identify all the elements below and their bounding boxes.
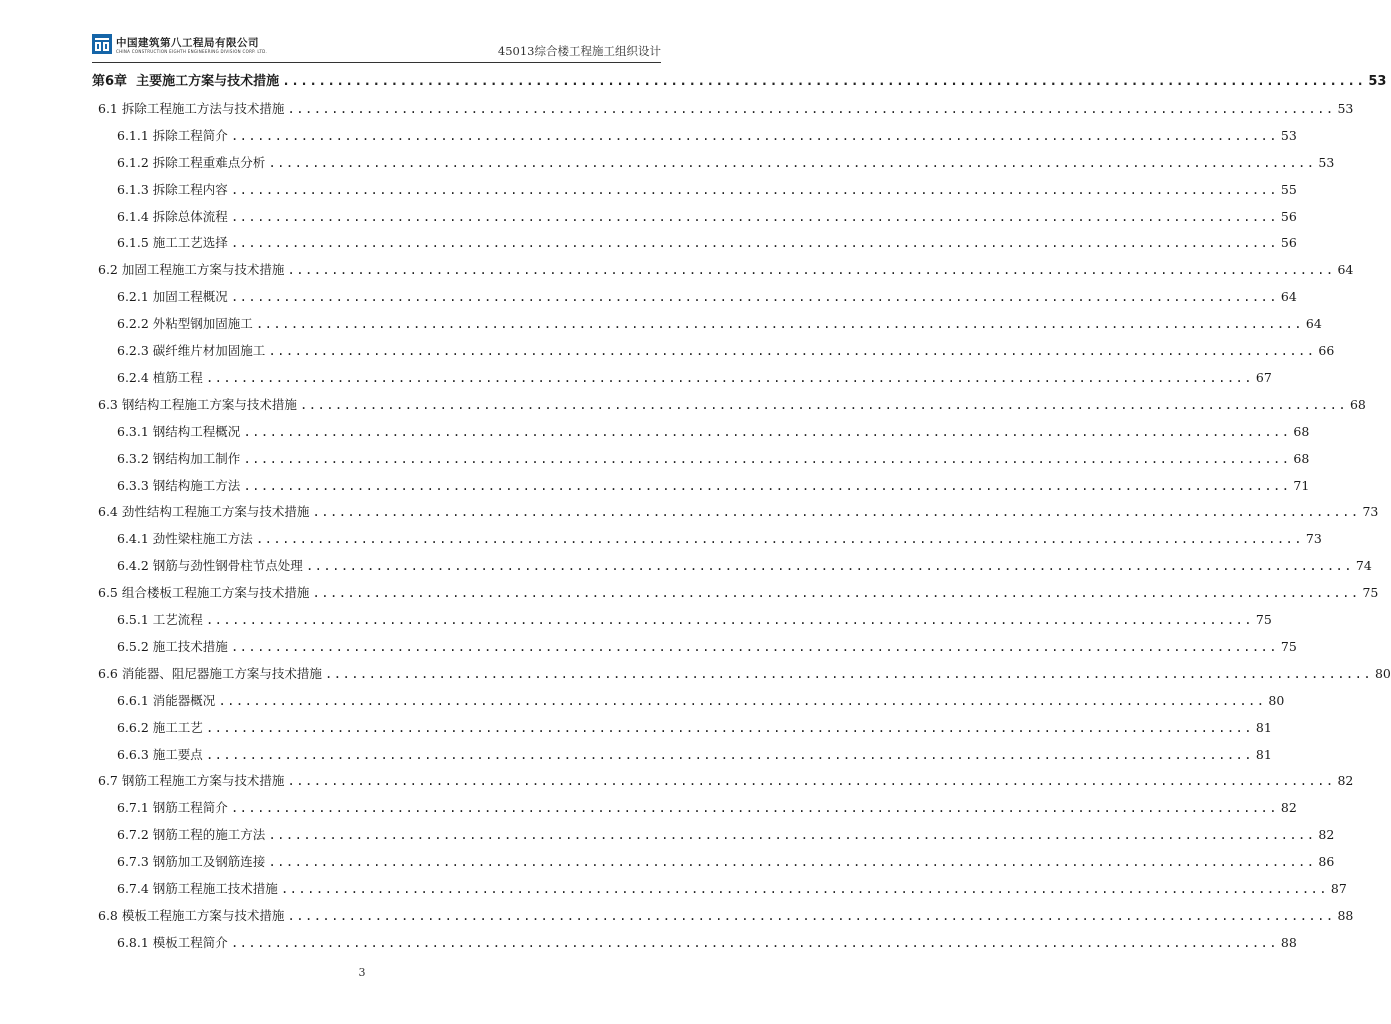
page-header [92, 32, 661, 62]
toc-entry-title: 加固工程概况 [152, 289, 228, 304]
toc-entry-page: 66 [1318, 343, 1335, 358]
toc-chapter-entry[interactable] [92, 72, 1387, 92]
toc-dot-leader: ........................................................................................................................ [230, 182, 1278, 197]
toc-entry-title: 施工工艺 [152, 720, 203, 735]
toc-subsection-entry[interactable] [117, 449, 1310, 469]
toc-entry-number: 6.2.4 [117, 370, 149, 385]
toc-entry-page: 53 [1337, 101, 1354, 116]
toc-entry-number: 6.1.1 [117, 128, 149, 143]
toc-subsection-entry[interactable] [117, 879, 1347, 899]
toc-dot-leader: ........................................................................................................................ [282, 74, 1366, 89]
toc-entry-page: 88 [1280, 935, 1297, 950]
company-name-en: CHINA CONSTRUCTION EIGHTH ENGINEERING DIVISION CORP. LTD. [116, 49, 268, 54]
toc-entry-page: 53 [1368, 74, 1387, 89]
toc-entry-number: 6.2.2 [117, 316, 149, 331]
toc-entry-title: 钢筋工程简介 [152, 800, 228, 815]
toc-entry-page: 68 [1349, 397, 1366, 412]
toc-entry-title: 钢筋工程施工方案与技术措施 [121, 773, 285, 788]
toc-entry-title: 钢筋与劲性钢骨柱节点处理 [152, 558, 303, 573]
toc-entry-page: 75 [1280, 639, 1297, 654]
toc-entry-number: 6.3 [98, 397, 118, 412]
toc-dot-leader: ........................................................................................................................ [243, 451, 1291, 466]
toc-entry-number: 6.3.1 [117, 424, 149, 439]
toc-entry-number: 6.4 [98, 504, 118, 519]
toc-dot-leader: ........................................................................................................................ [230, 289, 1278, 304]
toc-entry-number: 6.6 [98, 666, 118, 681]
toc-entry-number: 6.7.3 [117, 854, 149, 869]
toc-entry-page: 56 [1280, 209, 1297, 224]
toc-dot-leader: ........................................................................................................................ [287, 908, 1335, 923]
toc-subsection-entry[interactable] [117, 153, 1335, 173]
toc-entry-page: 82 [1318, 827, 1335, 842]
toc-dot-leader: ........................................................................................................................ [312, 585, 1360, 600]
toc-entry-page: 75 [1255, 612, 1272, 627]
toc-entry-number: 6.3.3 [117, 478, 149, 493]
toc-subsection-entry[interactable] [117, 745, 1272, 765]
toc-entry-page: 81 [1255, 747, 1272, 762]
toc-entry-title: 劲性梁柱施工方法 [152, 531, 253, 546]
toc-subsection-entry[interactable] [117, 207, 1297, 227]
toc-entry-title: 加固工程施工方案与技术措施 [121, 262, 285, 277]
toc-entry-number: 6.7.4 [117, 881, 149, 896]
toc-entry-number: 6.1.5 [117, 235, 149, 250]
toc-dot-leader: ........................................................................................................................ [268, 155, 1316, 170]
toc-dot-leader: ........................................................................................................................ [287, 101, 1335, 116]
toc-dot-leader: ........................................................................................................................ [218, 693, 1266, 708]
toc-entry-title: 拆除工程内容 [152, 182, 228, 197]
toc-subsection-entry[interactable] [117, 852, 1335, 872]
toc-subsection-entry[interactable] [117, 610, 1272, 630]
toc-entry-page: 53 [1280, 128, 1297, 143]
document-title: 45013综合楼工程施工组织设计 [497, 44, 661, 58]
toc-entry-title: 钢结构施工方法 [152, 478, 241, 493]
toc-entry-page: 75 [1362, 585, 1379, 600]
toc-dot-leader: ........................................................................................................................ [205, 747, 1253, 762]
toc-dot-leader: ........................................................................................................................ [324, 666, 1372, 681]
company-name-cn: 中国建筑第八工程局有限公司 [116, 37, 259, 49]
toc-subsection-entry[interactable] [117, 556, 1372, 576]
toc-subsection-entry[interactable] [117, 933, 1297, 953]
toc-entry-title: 拆除工程重难点分析 [152, 155, 266, 170]
toc-entry-number: 6.8.1 [117, 935, 149, 950]
toc-dot-leader: ........................................................................................................................ [280, 881, 1328, 896]
toc-entry-page: 68 [1293, 424, 1310, 439]
page-number: 3 [358, 966, 366, 979]
toc-section-entry[interactable] [98, 771, 1354, 791]
toc-subsection-entry[interactable] [117, 126, 1297, 146]
toc-subsection-entry[interactable] [117, 287, 1297, 307]
toc-dot-leader: ........................................................................................................................ [255, 316, 1303, 331]
toc-entry-page: 56 [1280, 235, 1297, 250]
toc-dot-leader: ........................................................................................................................ [268, 343, 1316, 358]
toc-entry-page: 81 [1255, 720, 1272, 735]
toc-entry-title: 消能器、阻尼器施工方案与技术措施 [121, 666, 322, 681]
toc-entry-title: 碳纤维片材加固施工 [152, 343, 266, 358]
toc-entry-number: 第6章 [92, 74, 128, 89]
toc-entry-page: 71 [1293, 478, 1310, 493]
toc-entry-number: 6.1.4 [117, 209, 149, 224]
toc-dot-leader: ........................................................................................................................ [305, 558, 1353, 573]
toc-entry-title: 消能器概况 [152, 693, 216, 708]
toc-subsection-entry[interactable] [117, 825, 1335, 845]
toc-entry-title: 主要施工方案与技术措施 [136, 74, 280, 89]
toc-entry-title: 拆除工程施工方法与技术措施 [121, 101, 285, 116]
toc-entry-page: 86 [1318, 854, 1335, 869]
toc-subsection-entry[interactable] [117, 529, 1322, 549]
toc-subsection-entry[interactable] [117, 798, 1297, 818]
toc-entry-page: 73 [1362, 504, 1379, 519]
toc-entry-page: 74 [1355, 558, 1372, 573]
toc-subsection-entry[interactable] [117, 718, 1272, 738]
toc-entry-page: 55 [1280, 182, 1297, 197]
toc-section-entry[interactable] [98, 260, 1354, 280]
toc-entry-page: 80 [1268, 693, 1285, 708]
toc-dot-leader: ........................................................................................................................ [230, 209, 1278, 224]
toc-entry-title: 模板工程简介 [152, 935, 228, 950]
toc-subsection-entry[interactable] [117, 691, 1285, 711]
toc-dot-leader: ........................................................................................................................ [287, 262, 1335, 277]
toc-section-entry[interactable] [98, 664, 1391, 684]
toc-entry-number: 6.6.1 [117, 693, 149, 708]
toc-entry-number: 6.4.2 [117, 558, 149, 573]
toc-dot-leader: ........................................................................................................................ [205, 720, 1253, 735]
toc-entry-number: 6.2.1 [117, 289, 149, 304]
toc-entry-title: 工艺流程 [152, 612, 203, 627]
toc-dot-leader: ........................................................................................................................ [312, 504, 1360, 519]
toc-entry-number: 6.6.2 [117, 720, 149, 735]
toc-entry-page: 53 [1318, 155, 1335, 170]
toc-entry-title: 劲性结构工程施工方案与技术措施 [121, 504, 310, 519]
toc-subsection-entry[interactable] [117, 422, 1310, 442]
toc-section-entry[interactable] [98, 583, 1379, 603]
toc-entry-title: 外粘型钢加固施工 [152, 316, 253, 331]
toc-dot-leader: ........................................................................................................................ [243, 424, 1291, 439]
toc-section-entry[interactable] [98, 906, 1354, 926]
toc-entry-page: 88 [1337, 908, 1354, 923]
toc-entry-number: 6.5.1 [117, 612, 149, 627]
toc-entry-title: 模板工程施工方案与技术措施 [121, 908, 285, 923]
toc-entry-title: 组合楼板工程施工方案与技术措施 [121, 585, 310, 600]
toc-entry-title: 拆除总体流程 [152, 209, 228, 224]
toc-entry-title: 钢结构工程概况 [152, 424, 241, 439]
toc-entry-page: 82 [1337, 773, 1354, 788]
toc-dot-leader: ........................................................................................................................ [268, 827, 1316, 842]
toc-entry-page: 64 [1337, 262, 1354, 277]
toc-entry-page: 64 [1305, 316, 1322, 331]
toc-dot-leader: ........................................................................................................................ [230, 128, 1278, 143]
toc-entry-page: 67 [1255, 370, 1272, 385]
toc-entry-title: 钢筋工程的施工方法 [152, 827, 266, 842]
toc-entry-page: 82 [1280, 800, 1297, 815]
toc-dot-leader: ........................................................................................................................ [268, 854, 1316, 869]
toc-entry-title: 施工技术措施 [152, 639, 228, 654]
toc-entry-number: 6.5.2 [117, 639, 149, 654]
toc-entry-number: 6.1 [98, 101, 118, 116]
toc-subsection-entry[interactable] [117, 341, 1335, 361]
toc-subsection-entry[interactable] [117, 180, 1297, 200]
toc-entry-number: 6.8 [98, 908, 118, 923]
toc-dot-leader: ........................................................................................................................ [230, 639, 1278, 654]
toc-entry-title: 钢结构加工制作 [152, 451, 241, 466]
toc-section-entry[interactable] [98, 395, 1366, 415]
toc-entry-title: 植筋工程 [152, 370, 203, 385]
toc-entry-page: 64 [1280, 289, 1297, 304]
company-logo-icon [92, 34, 112, 54]
toc-dot-leader: ........................................................................................................................ [230, 235, 1278, 250]
toc-section-entry[interactable] [98, 99, 1354, 119]
toc-entry-page: 73 [1305, 531, 1322, 546]
header-divider [92, 62, 661, 63]
toc-dot-leader: ........................................................................................................................ [205, 370, 1253, 385]
toc-entry-page: 68 [1293, 451, 1310, 466]
toc-entry-number: 6.7.2 [117, 827, 149, 842]
toc-entry-title: 拆除工程简介 [152, 128, 228, 143]
toc-section-entry[interactable] [98, 502, 1379, 522]
toc-entry-title: 施工要点 [152, 747, 203, 762]
toc-entry-title: 钢筋加工及钢筋连接 [152, 854, 266, 869]
toc-entry-number: 6.4.1 [117, 531, 149, 546]
toc-entry-number: 6.2.3 [117, 343, 149, 358]
toc-entry-number: 6.7 [98, 773, 118, 788]
toc-subsection-entry[interactable] [117, 476, 1310, 496]
toc-entry-page: 87 [1330, 881, 1347, 896]
toc-entry-number: 6.6.3 [117, 747, 149, 762]
toc-dot-leader: ........................................................................................................................ [243, 478, 1291, 493]
toc-dot-leader: ........................................................................................................................ [230, 800, 1278, 815]
toc-dot-leader: ........................................................................................................................ [255, 531, 1303, 546]
toc-entry-title: 施工工艺选择 [152, 235, 228, 250]
toc-dot-leader: ........................................................................................................................ [287, 773, 1335, 788]
toc-dot-leader: ........................................................................................................................ [205, 612, 1253, 627]
toc-dot-leader: ........................................................................................................................ [230, 935, 1278, 950]
toc-entry-title: 钢筋工程施工技术措施 [152, 881, 278, 896]
toc-entry-page: 80 [1374, 666, 1391, 681]
toc-entry-title: 钢结构工程施工方案与技术措施 [121, 397, 297, 412]
toc-subsection-entry[interactable] [117, 637, 1297, 657]
toc-subsection-entry[interactable] [117, 233, 1297, 253]
toc-entry-number: 6.1.2 [117, 155, 149, 170]
toc-subsection-entry[interactable] [117, 314, 1322, 334]
toc-entry-number: 6.2 [98, 262, 118, 277]
toc-dot-leader: ........................................................................................................................ [299, 397, 1347, 412]
toc-entry-number: 6.5 [98, 585, 118, 600]
toc-entry-number: 6.1.3 [117, 182, 149, 197]
toc-subsection-entry[interactable] [117, 368, 1272, 388]
toc-entry-number: 6.7.1 [117, 800, 149, 815]
toc-entry-number: 6.3.2 [117, 451, 149, 466]
